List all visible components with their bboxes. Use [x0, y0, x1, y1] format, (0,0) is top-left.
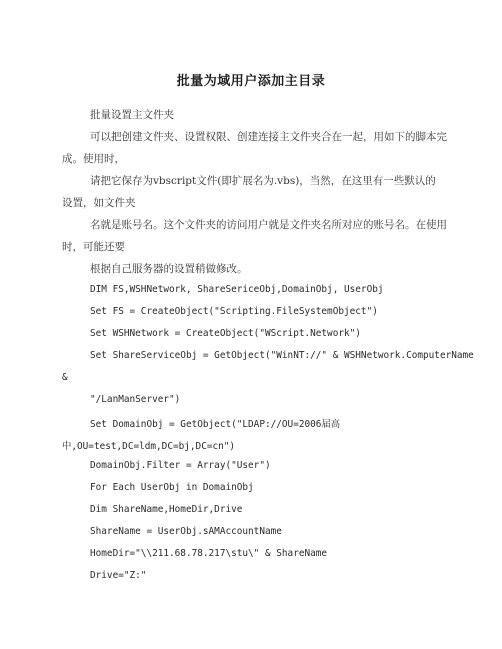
text-line: 可以把创建文件夹、设置权限、创建连接主文件夹合在一起，用如下的脚本完 [90, 131, 447, 143]
text-line: 请把它保存为vbscript文件(即扩展名为.vbs)，当然，在这里有一些默认的 [90, 175, 436, 187]
code-line: Dim ShareName,HomeDir,Drive [90, 504, 243, 515]
text-line: 时，可能还要 [62, 241, 125, 253]
page-title: 批量为域用户添加主目录 [176, 74, 326, 89]
code-line: Drive="Z:" [90, 570, 147, 581]
text-line: 设置，如文件夹 [62, 197, 136, 209]
code-line: DIM FS,WSHNetwork, ShareSericeObj,DomainObj, UserObj [90, 284, 384, 295]
code-line: 中,OU=test,DC=ldm,DC=bj,DC=cn") [62, 441, 236, 452]
text-line: 成。使用时， [62, 153, 125, 165]
code-line: & [62, 372, 68, 383]
code-line: HomeDir="\\211.68.78.217\stu\" & ShareName [90, 548, 328, 559]
code-line: Set DomainObj = GetObject("LDAP://OU=2006届高 [90, 419, 341, 430]
text-line: 根据自己服务器的设置稍做修改。 [90, 263, 248, 275]
code-line: DomainObj.Filter = Array("User") [90, 460, 271, 471]
code-line: ShareName = UserObj.sAMAccountName [90, 526, 282, 537]
code-line: Set WSHNetwork = CreateObject("WScript.Network") [90, 328, 361, 339]
code-line: Set FS = CreateObject("Scripting.FileSystemObject") [90, 306, 378, 317]
code-line: Set ShareServiceObj = GetObject("WinNT://" & WSHNetwork.ComputerName [90, 350, 474, 361]
code-line: For Each UserObj in DomainObj [90, 482, 254, 493]
text-line: 批量设置主文件夹 [90, 109, 174, 121]
text-line: 名就是账号名。这个文件夹的访问用户就是文件夹名所对应的账号名。在使用 [90, 219, 447, 231]
code-line: "/LanManServer") [90, 394, 181, 405]
